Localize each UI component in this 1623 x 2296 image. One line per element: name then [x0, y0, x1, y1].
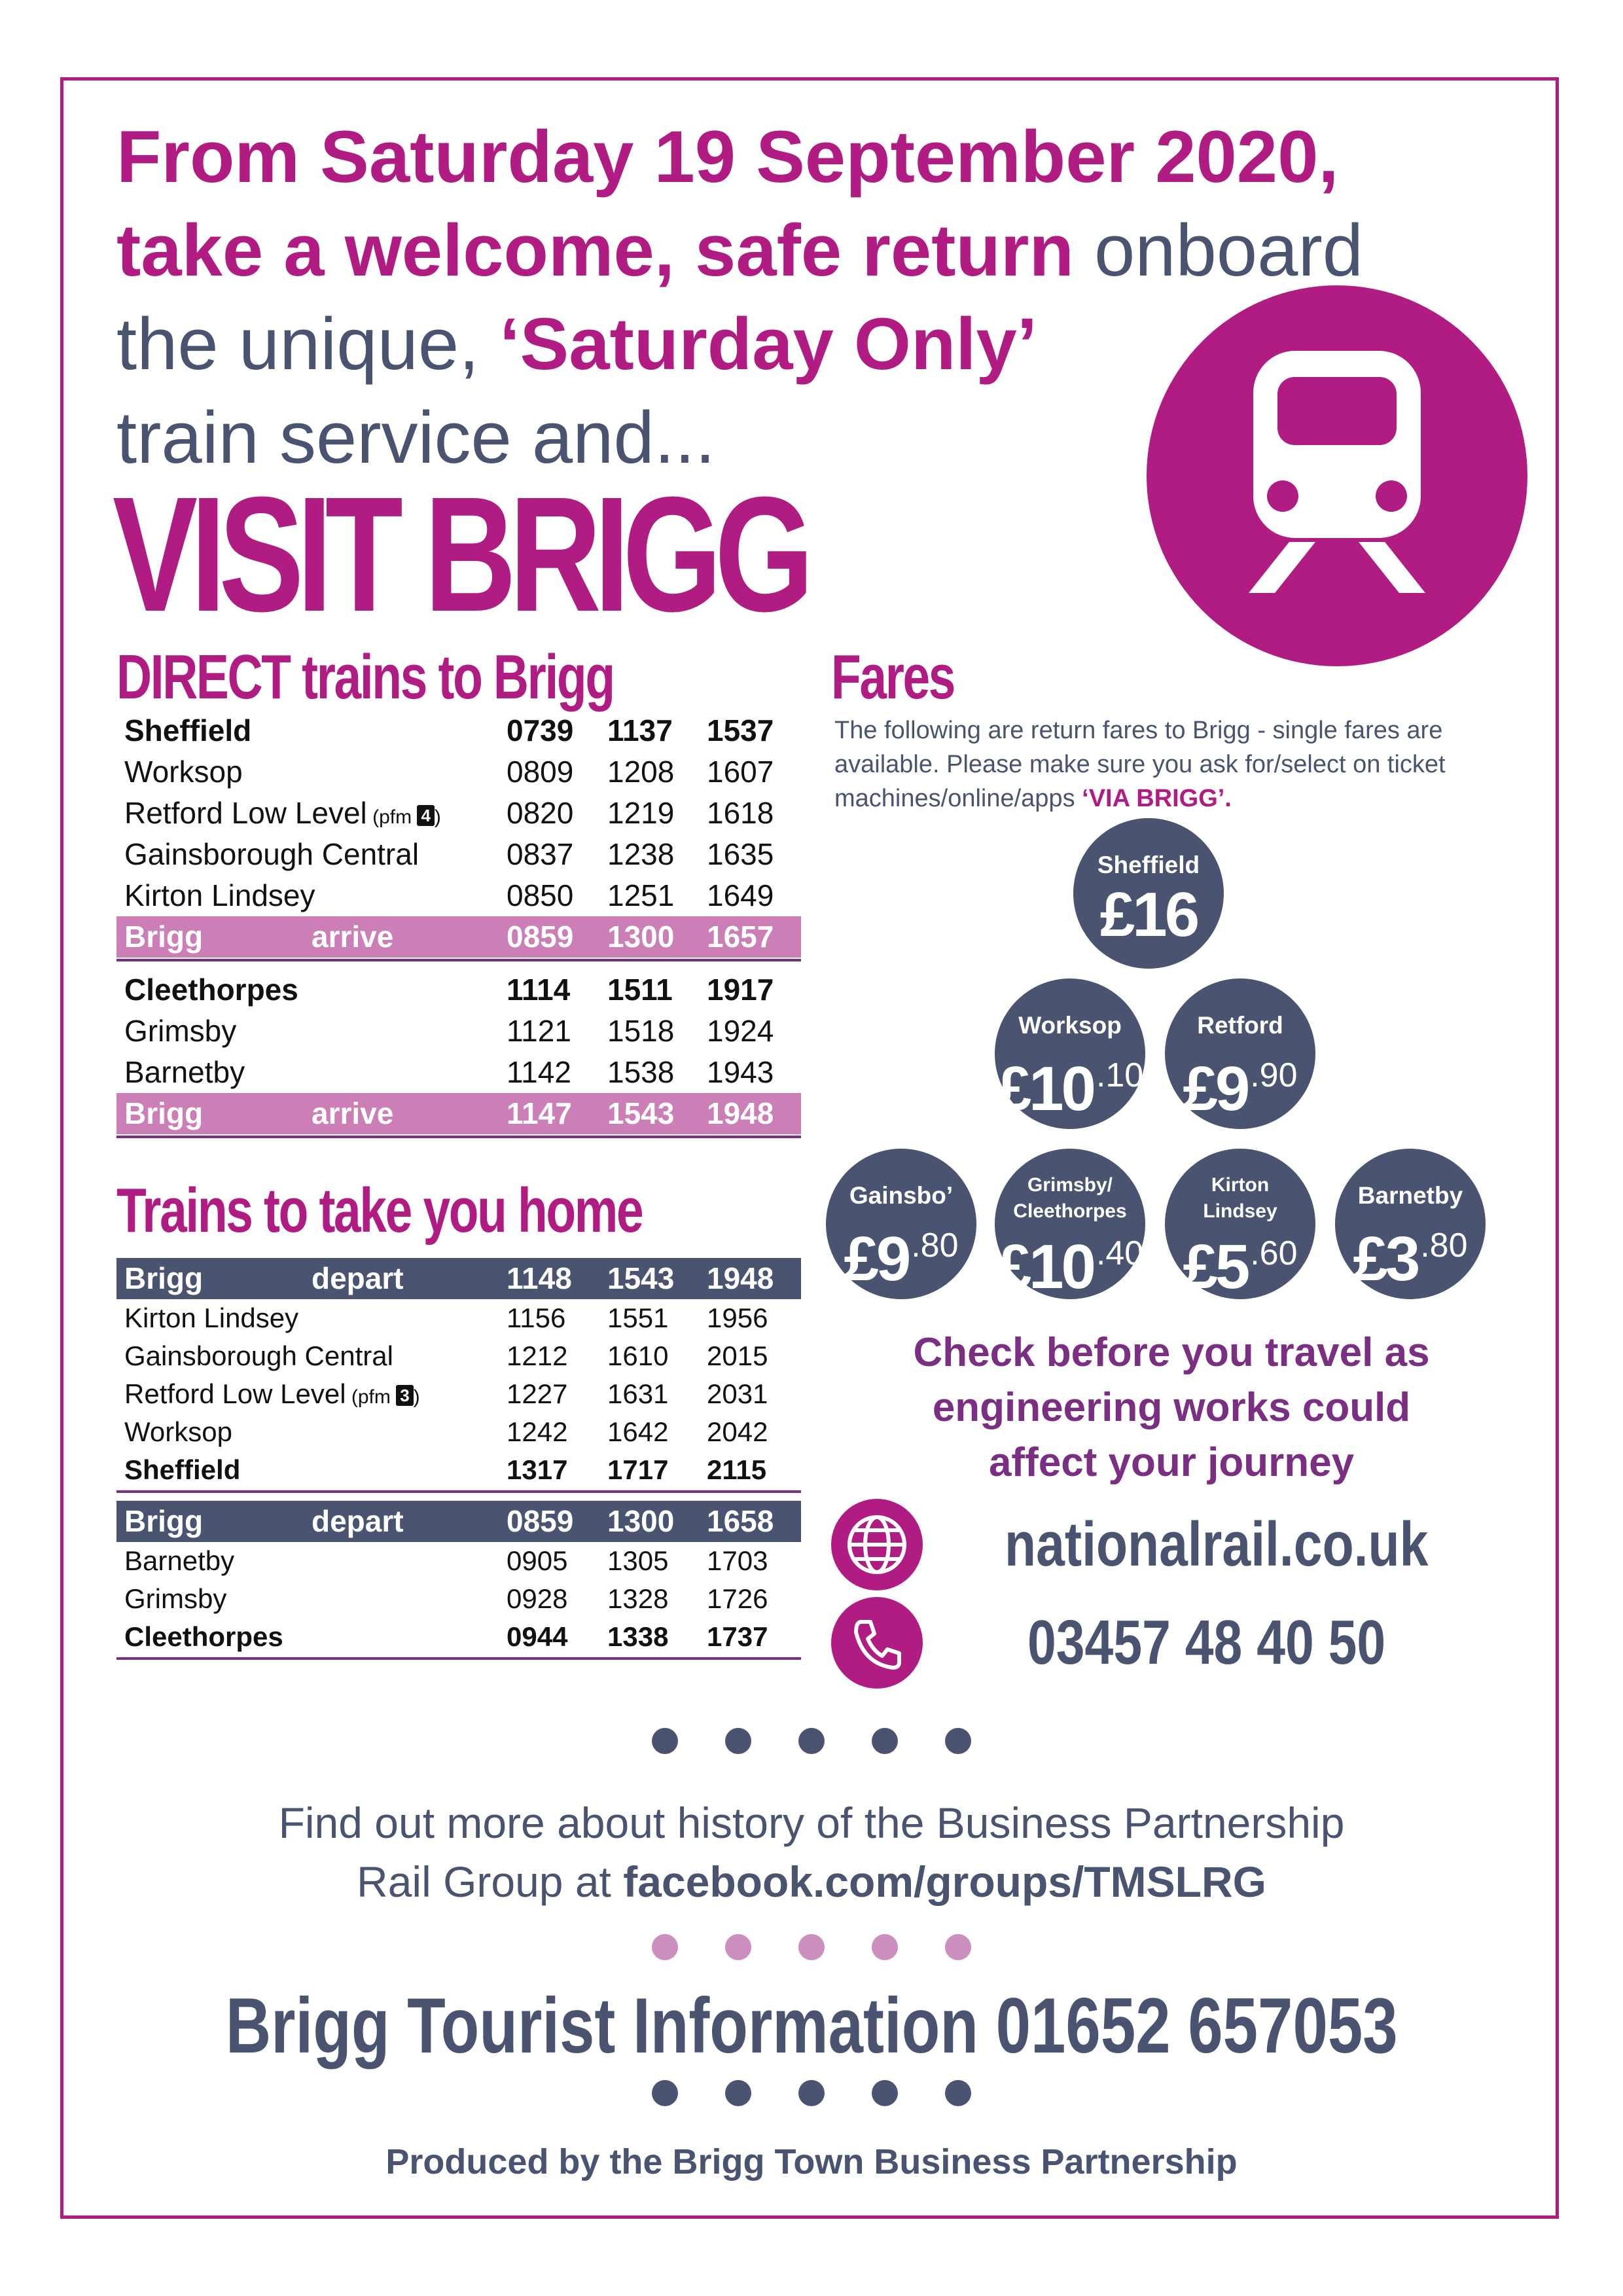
time-cell: 2015 — [707, 1340, 768, 1371]
time-cell: 1212 — [507, 1340, 568, 1371]
headline-line1: From Saturday 19 September 2020, — [116, 116, 1339, 198]
dots-divider — [0, 1728, 1623, 1754]
station-name: Barnetby — [124, 1545, 235, 1576]
divider — [116, 1136, 801, 1138]
time-cell: 0944 — [507, 1621, 568, 1652]
time-cell: 1635 — [707, 837, 774, 871]
station-name: Barnetby — [124, 1055, 245, 1089]
fare-pence: .90 — [1250, 1056, 1298, 1094]
time-cell: 1114 — [507, 973, 571, 1007]
time-cell: 1948 — [707, 1261, 774, 1295]
phone-icon — [831, 1597, 923, 1689]
pfm-suffix: ) — [413, 1386, 420, 1408]
website-link[interactable]: nationalrail.co.uk — [1005, 1509, 1429, 1579]
timetable-row — [116, 1337, 801, 1375]
time-cell: 2115 — [707, 1454, 767, 1485]
time-cell: 1917 — [707, 973, 774, 1007]
visit-brigg-title: VISIT BRIGG — [113, 463, 807, 645]
check-line2: engineering works could — [932, 1385, 1411, 1430]
time-cell: 1551 — [607, 1302, 669, 1333]
timetable-row — [116, 1375, 801, 1413]
fare-circle — [995, 1149, 1145, 1302]
fare-pounds: £5 — [1183, 1232, 1248, 1302]
time-cell: 1642 — [607, 1416, 669, 1447]
fares-intro-text: The following are return fares to Brigg - single fares are available. Please make sure you ask for/select on ticket machines/online/apps — [834, 717, 1446, 812]
time-cell: 1121 — [507, 1014, 571, 1048]
fare-circle — [1165, 978, 1315, 1129]
timetable-row — [116, 751, 801, 793]
fare-circle — [995, 978, 1145, 1129]
time-cell: 1924 — [707, 1014, 774, 1048]
direct-timetable — [116, 710, 801, 1138]
timetable-row — [116, 969, 801, 1011]
fare-pence: .80 — [911, 1227, 959, 1265]
timetable-row — [116, 875, 801, 916]
fare-price — [1073, 880, 1224, 950]
fare-price — [1165, 1222, 1315, 1302]
fare-pounds: £9 — [1183, 1054, 1248, 1124]
time-cell: 1948 — [707, 1096, 774, 1130]
time-cell: 0905 — [507, 1545, 568, 1576]
check-line1: Check before you travel as — [913, 1330, 1430, 1375]
arrive-depart-label: depart — [312, 1261, 404, 1295]
time-cell: 0739 — [507, 713, 574, 747]
time-cell: 0859 — [507, 1504, 574, 1538]
time-cell: 1242 — [507, 1416, 568, 1447]
fare-station-line: Worksop — [1018, 1012, 1122, 1039]
highlight-row — [116, 1501, 801, 1542]
time-cell: 1208 — [607, 755, 675, 789]
fare-pounds: £3 — [1353, 1224, 1418, 1294]
station-name: Brigg — [124, 1261, 204, 1295]
fare-price — [1335, 1214, 1486, 1294]
fare-price — [826, 1214, 976, 1294]
time-cell: 2042 — [707, 1416, 768, 1447]
arrive-depart-label: arrive — [312, 920, 394, 954]
fare-circle — [1073, 818, 1224, 969]
find-out-more — [0, 1793, 1623, 1911]
timetable-row — [116, 793, 801, 834]
time-cell: 1300 — [607, 920, 675, 954]
fare-price — [995, 1044, 1145, 1124]
time-cell: 0850 — [507, 878, 574, 912]
time-cell: 1543 — [607, 1096, 675, 1130]
station-name: Brigg — [124, 1096, 204, 1130]
fare-station-line: Grimsby/ — [1027, 1174, 1113, 1196]
direct-trains-title: DIRECT trains to Brigg — [116, 642, 614, 712]
time-cell: 1317 — [507, 1454, 568, 1485]
time-cell: 1251 — [607, 878, 675, 912]
pfm-prefix: (pfm — [366, 806, 418, 828]
station-name: Brigg — [124, 920, 204, 954]
fare-station-line: Lindsey — [1203, 1200, 1277, 1222]
pfm-prefix: (pfm — [346, 1386, 397, 1408]
highlight-row — [116, 1258, 801, 1299]
time-cell: 1148 — [507, 1261, 572, 1295]
headline-line4: train service and... — [116, 397, 716, 478]
time-cell: 1737 — [707, 1621, 768, 1652]
station-name: Sheffield — [124, 1454, 241, 1485]
fare-circle — [1335, 1149, 1486, 1299]
timetable-row — [116, 1451, 801, 1489]
time-cell: 1943 — [707, 1055, 774, 1089]
fare-price — [995, 1222, 1145, 1302]
time-cell: 0809 — [507, 755, 574, 789]
find-more-line2: Rail Group at — [357, 1857, 624, 1906]
fare-pounds: £16 — [1099, 880, 1198, 950]
station-name: Grimsby — [124, 1014, 237, 1048]
timetable-row — [116, 1618, 801, 1656]
time-cell: 1328 — [607, 1583, 669, 1614]
headline-line2-light: onboard — [1073, 209, 1364, 291]
time-cell: 1300 — [607, 1504, 675, 1538]
time-cell: 1657 — [707, 920, 774, 954]
fare-station — [1335, 1183, 1486, 1209]
station-name: Retford Low Level (pfm 3 ) — [124, 1378, 420, 1409]
time-cell: 0859 — [507, 920, 574, 954]
headline-line3-bold: ‘Saturday Only’ — [499, 303, 1037, 385]
station-name: Brigg — [124, 1504, 204, 1538]
fare-pence: .60 — [1250, 1234, 1298, 1272]
trains-home-title: Trains to take you home — [116, 1175, 643, 1246]
time-cell: 1717 — [607, 1454, 669, 1485]
time-cell: 1227 — [507, 1378, 568, 1409]
produced-by: Produced by the Brigg Town Business Partnership — [385, 2142, 1238, 2181]
fare-pence: .40 — [1096, 1234, 1144, 1272]
station-name: Sheffield — [124, 713, 252, 747]
time-cell: 1618 — [707, 796, 774, 830]
fare-pounds: £10 — [996, 1232, 1094, 1302]
fare-station — [1073, 852, 1224, 878]
fare-station — [1165, 1172, 1315, 1225]
time-cell: 1631 — [607, 1378, 669, 1409]
pfm-suffix: ) — [434, 806, 441, 828]
time-cell: 1137 — [607, 713, 673, 747]
fares-intro — [834, 713, 1528, 816]
platform-note — [346, 1386, 420, 1408]
headline-line2-bold: take a welcome, safe return — [116, 209, 1074, 291]
globe-icon — [831, 1499, 923, 1590]
fare-station-line: Kirton — [1211, 1174, 1270, 1196]
station-name: Grimsby — [124, 1583, 227, 1614]
platform-note — [367, 806, 441, 828]
time-cell: 1537 — [707, 713, 774, 747]
fare-station-line: Sheffield — [1097, 852, 1200, 878]
check-line3: affect your journey — [988, 1440, 1355, 1485]
station-name: Gainsborough Central — [124, 1340, 393, 1371]
fare-station-line: Retford — [1197, 1012, 1283, 1039]
fare-station-line: Gainsbo’ — [849, 1182, 954, 1209]
time-cell: 1607 — [707, 755, 774, 789]
platform-number: 4 — [417, 805, 434, 826]
timetable-row — [116, 1542, 801, 1580]
divider — [116, 959, 801, 961]
time-cell: 1511 — [607, 973, 673, 1007]
timetable-row — [116, 710, 801, 751]
station-name: Worksop — [124, 755, 243, 789]
time-cell: 1305 — [607, 1545, 669, 1576]
platform-number: 3 — [396, 1385, 413, 1406]
headline-line3-light: the unique, — [116, 303, 500, 385]
dots-divider — [0, 1934, 1623, 1960]
fare-station-line: Barnetby — [1357, 1182, 1463, 1209]
fares-title: Fares — [831, 642, 955, 712]
fare-pence: .80 — [1420, 1227, 1468, 1265]
time-cell: 1956 — [707, 1302, 768, 1333]
station-name: Gainsborough Central — [124, 837, 419, 871]
time-cell: 1658 — [707, 1504, 774, 1538]
timetable-row — [116, 834, 801, 875]
station-name: Worksop — [124, 1416, 232, 1447]
timetable-row — [116, 1052, 801, 1093]
time-cell: 1726 — [707, 1583, 768, 1614]
fare-station — [995, 1013, 1145, 1039]
phone-number: 03457 48 40 50 — [1027, 1607, 1386, 1677]
station-name: Kirton Lindsey — [124, 1302, 299, 1333]
timetable-row — [116, 1011, 801, 1052]
time-cell: 0928 — [507, 1583, 568, 1614]
time-cell: 1147 — [507, 1096, 572, 1130]
fare-price — [1165, 1044, 1315, 1124]
time-cell: 1219 — [607, 796, 675, 830]
tourist-text: Brigg Tourist Information 01652 657053 — [225, 1982, 1398, 2070]
station-name: Kirton Lindsey — [124, 878, 315, 912]
time-cell: 0837 — [507, 837, 574, 871]
check-before-travel — [838, 1325, 1505, 1490]
time-cell: 1703 — [707, 1545, 768, 1576]
arrive-depart-label: depart — [312, 1504, 404, 1538]
station-name: Cleethorpes — [124, 1621, 283, 1652]
facebook-link[interactable]: facebook.com/groups/TMSLRG — [623, 1857, 1266, 1906]
fare-pounds: £10 — [996, 1054, 1094, 1124]
station-name: Retford Low Level (pfm 4 ) — [124, 796, 441, 830]
time-cell: 1238 — [607, 837, 675, 871]
time-cell: 1610 — [607, 1340, 669, 1371]
fare-station — [826, 1183, 976, 1209]
fare-pounds: £9 — [844, 1224, 909, 1294]
highlight-row — [116, 1093, 801, 1134]
find-more-line1: Find out more about history of the Business Partnership — [278, 1799, 1345, 1847]
train-icon — [1147, 285, 1527, 666]
time-cell: 1649 — [707, 878, 774, 912]
dots-divider — [0, 2080, 1623, 2106]
fare-pence: .10 — [1096, 1056, 1144, 1094]
time-cell: 1543 — [607, 1261, 675, 1295]
timetable-row — [116, 1413, 801, 1451]
station-name: Cleethorpes — [124, 973, 298, 1007]
time-cell: 1156 — [507, 1302, 566, 1333]
timetable-row — [116, 1580, 801, 1618]
fare-station — [995, 1172, 1145, 1225]
time-cell: 2031 — [707, 1378, 768, 1409]
arrive-depart-label: arrive — [312, 1096, 394, 1130]
home-timetable — [116, 1258, 801, 1660]
via-brigg: ‘VIA BRIGG’. — [1082, 785, 1232, 812]
fare-station-line: Cleethorpes — [1013, 1200, 1127, 1222]
time-cell: 1538 — [607, 1055, 675, 1089]
fare-circle — [826, 1149, 976, 1299]
tourist-information — [0, 1983, 1623, 2068]
timetable-row — [116, 1299, 801, 1337]
time-cell: 0820 — [507, 796, 574, 830]
time-cell: 1142 — [507, 1055, 571, 1089]
time-cell: 1338 — [607, 1621, 669, 1652]
highlight-row — [116, 916, 801, 958]
divider — [116, 1657, 801, 1660]
time-cell: 1518 — [607, 1014, 675, 1048]
fare-station — [1165, 1013, 1315, 1039]
fare-circle — [1165, 1149, 1315, 1302]
